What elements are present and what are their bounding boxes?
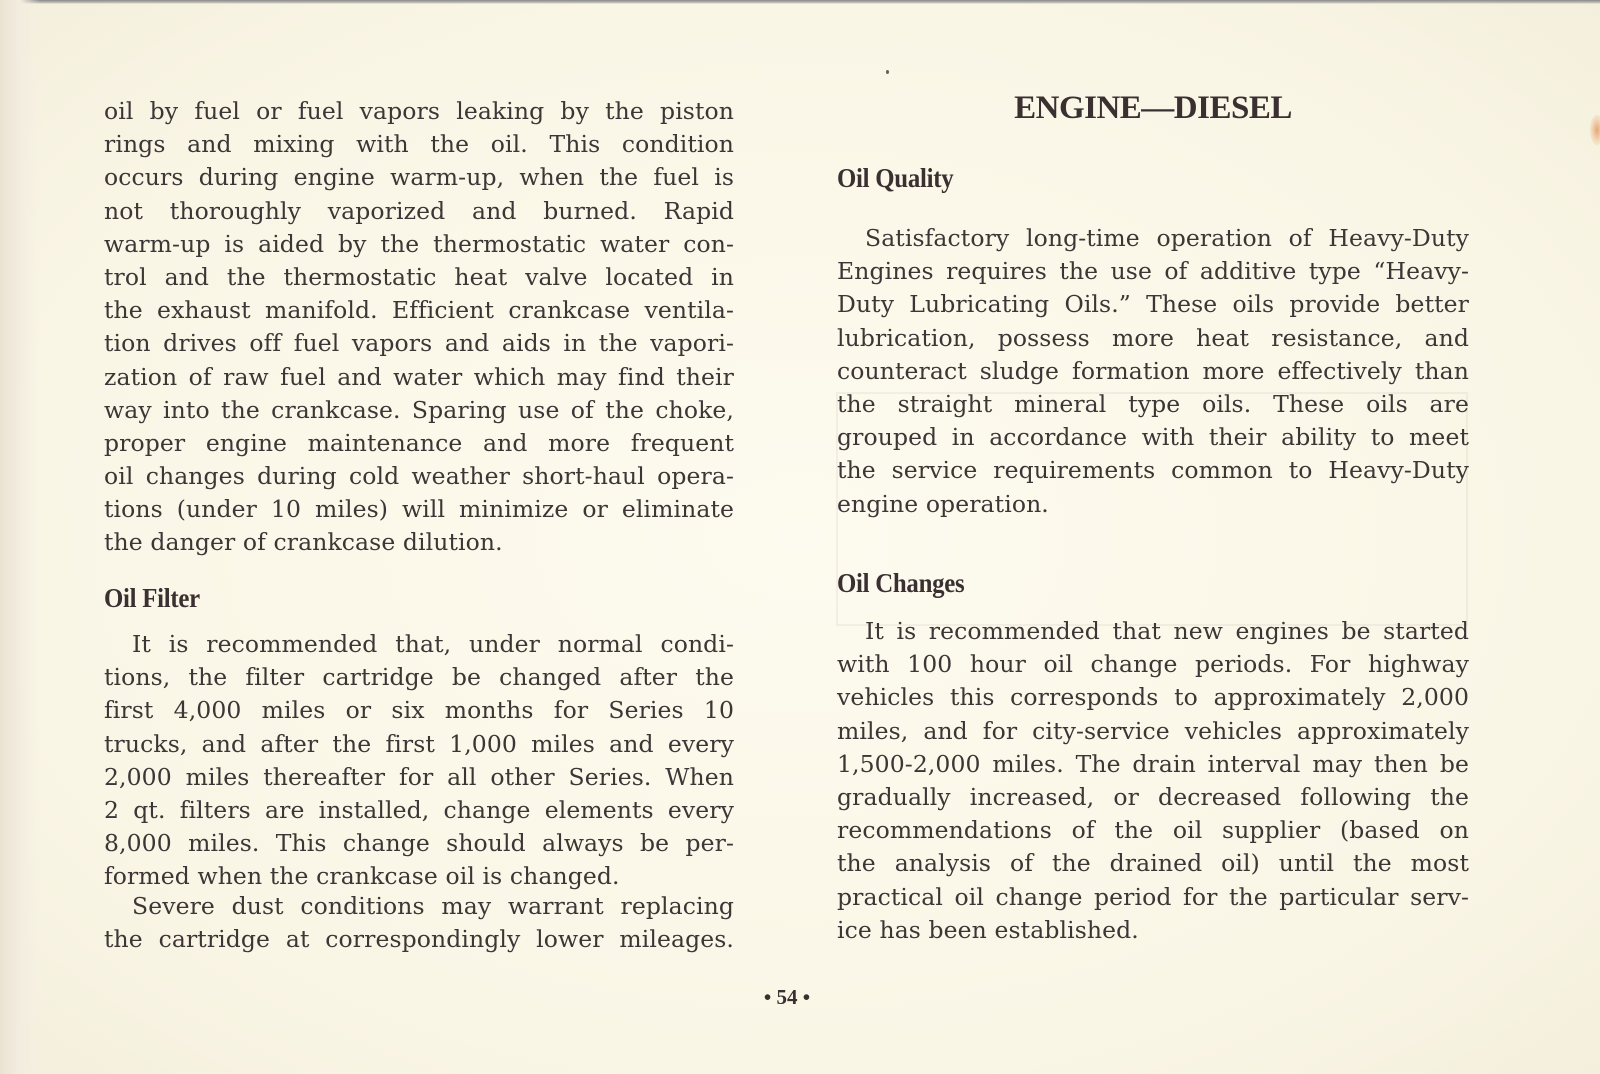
text-line: counteract sludge formation more effectively than (837, 356, 1469, 385)
text-line: tions, the filter cartridge be changed after the (104, 663, 734, 692)
text-line: It is recommended that new engines be started (865, 617, 1469, 645)
text-line: with 100 hour oil change periods. For highway (837, 650, 1469, 679)
text-line: vehicles this corresponds to approximately 2,000 (837, 683, 1469, 712)
text-line: ice has been established. (837, 915, 1139, 944)
text-line: practical oil change period for the particular serv- (837, 882, 1469, 911)
text-line: zation of raw fuel and water which may find their (104, 362, 734, 391)
oil-filter-heading: Oil Filter (104, 583, 200, 613)
text-line: rings and mixing with the oil. This condition (104, 130, 734, 159)
text-line: the analysis of the drained oil) until the most (837, 849, 1469, 878)
text-line: 1,500-2,000 miles. The drain interval may then be (837, 749, 1469, 778)
text-line: way into the crankcase. Sparing use of the choke, (104, 395, 734, 424)
text-line: the cartridge at correspondingly lower mileages. (104, 925, 734, 954)
section-title: ENGINE—DIESEL (1014, 90, 1292, 126)
text-line: the straight mineral type oils. These oils are (837, 389, 1469, 418)
text-line: oil by fuel or fuel vapors leaking by the piston (104, 97, 734, 125)
severe-dust-paragraph (104, 890, 734, 956)
text-line: trol and the thermostatic heat valve located in (104, 262, 734, 291)
text-line: 2,000 miles thereafter for all other Series. When (104, 762, 734, 791)
text-line: 2 qt. filters are installed, change elements every (104, 795, 734, 824)
page-gutter-shadow (0, 0, 40, 1074)
text-line: gradually increased, or decreased following the (837, 782, 1469, 811)
text-line: Severe dust conditions may warrant replacing (132, 892, 734, 920)
ink-speck (886, 70, 889, 74)
text-line: Satisfactory long-time operation of Heavy-Duty (865, 224, 1469, 252)
text-line: formed when the crankcase oil is changed. (104, 862, 620, 891)
text-line: proper engine maintenance and more frequent (104, 428, 734, 457)
text-line: miles, and for city-service vehicles approximately (837, 716, 1469, 745)
text-line: trucks, and after the first 1,000 miles and every (104, 729, 734, 758)
text-line: grouped in accordance with their ability to meet (837, 423, 1469, 452)
text-line: occurs during engine warm-up, when the fuel is (104, 163, 734, 192)
text-line: the service requirements common to Heavy-Duty (837, 456, 1469, 485)
oil-changes-heading: Oil Changes (837, 568, 965, 598)
text-line: Duty Lubricating Oils.” These oils provide better (837, 290, 1469, 319)
page-number: • 54 • (763, 985, 811, 1009)
text-line: the danger of crankcase dilution. (104, 528, 503, 557)
text-line: the exhaust manifold. Efficient crankcase ventila- (104, 296, 734, 325)
oil-filter-paragraph (104, 628, 734, 894)
text-line: recommendations of the oil supplier (based on (837, 816, 1469, 845)
text-line: lubrication, possess more heat resistance, and (837, 323, 1469, 352)
page-top-edge (0, 0, 1600, 4)
oil-quality-heading: Oil Quality (837, 163, 954, 193)
text-line: oil changes during cold weather short-haul opera- (104, 462, 734, 491)
text-line: engine operation. (837, 489, 1049, 518)
text-line: It is recommended that, under normal condi- (132, 630, 734, 658)
text-line: first 4,000 miles or six months for Series 10 (104, 696, 734, 725)
oil-quality-paragraph (837, 222, 1469, 521)
oil-changes-paragraph (837, 615, 1469, 947)
text-line: tion drives off fuel vapors and aids in the vapori- (104, 329, 734, 358)
text-line: tions (under 10 miles) will minimize or eliminate (104, 495, 734, 524)
paper-stain (1590, 115, 1600, 145)
text-line: not thoroughly vaporized and burned. Rapid (104, 196, 734, 225)
text-line: Engines requires the use of additive type “Heavy- (837, 257, 1469, 286)
text-line: 8,000 miles. This change should always be per- (104, 829, 734, 858)
crankcase-dilution-paragraph (104, 95, 734, 560)
text-line: warm-up is aided by the thermostatic water con- (104, 229, 734, 258)
